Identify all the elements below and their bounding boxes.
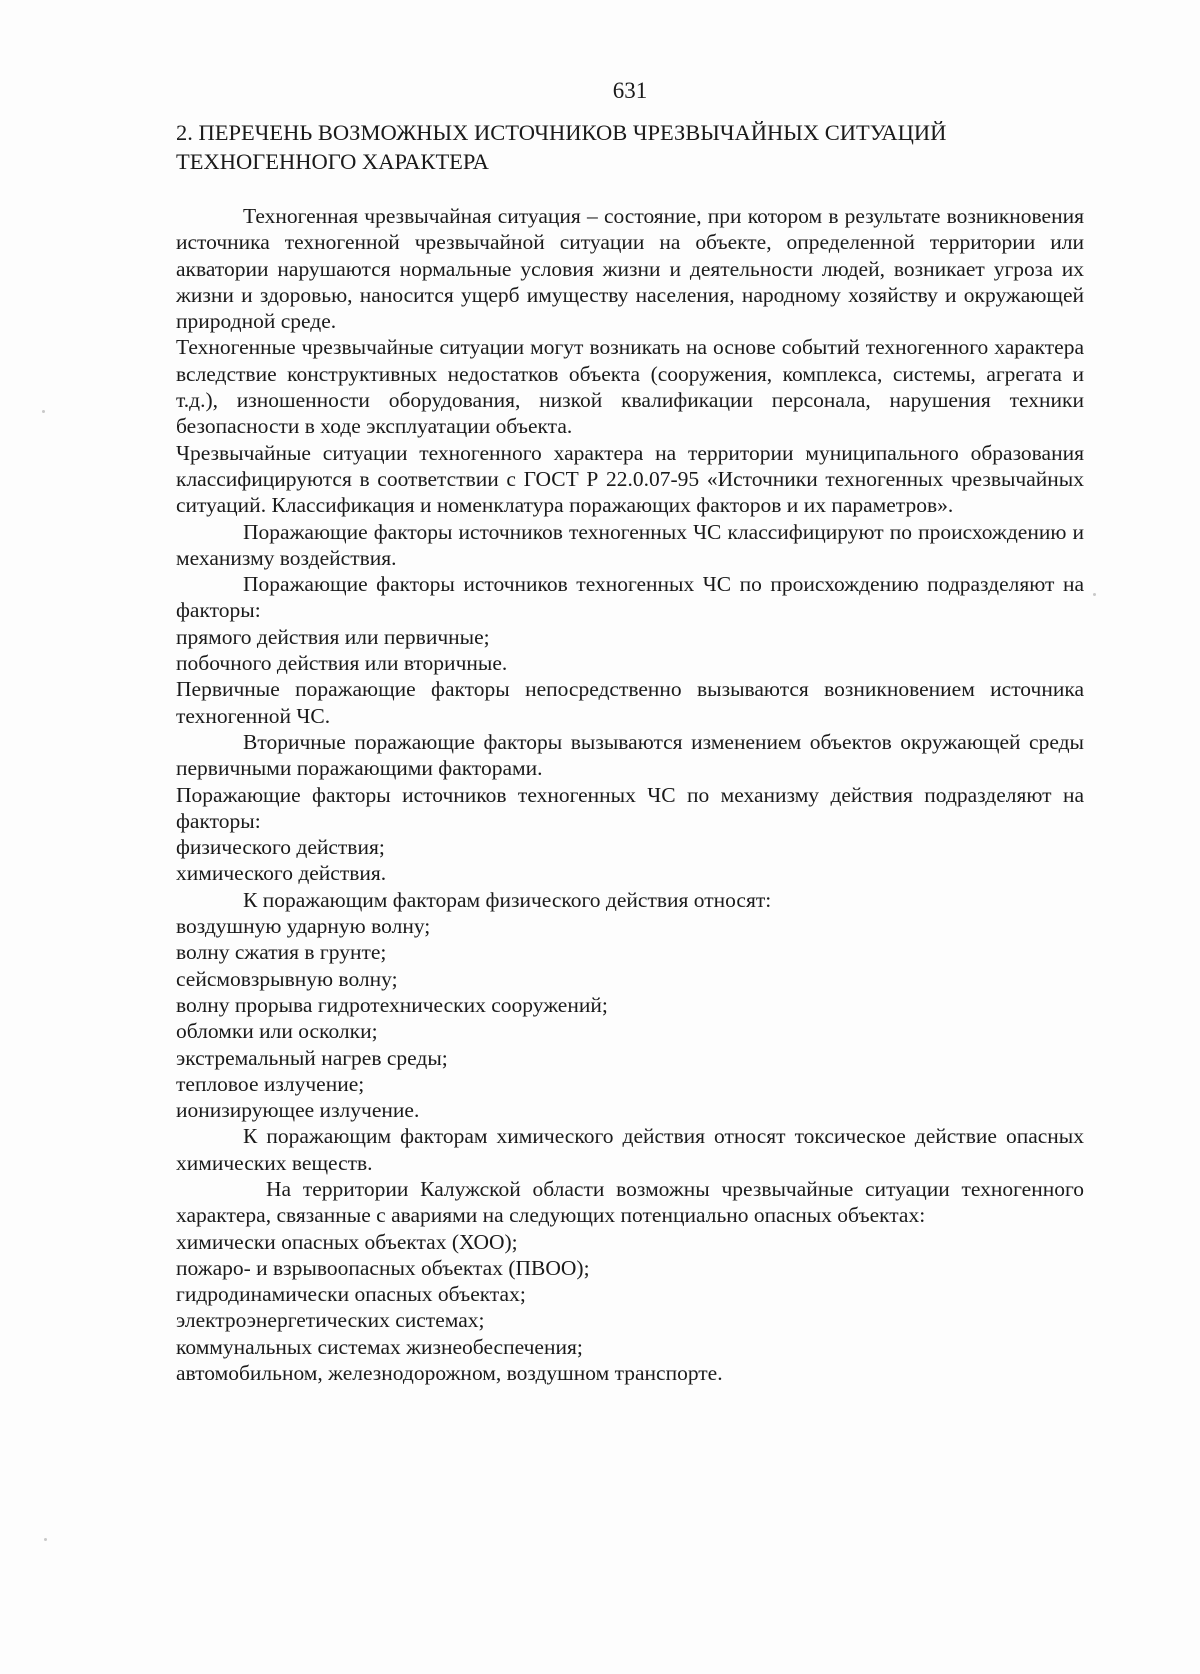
list-item: ионизирующее излучение. (176, 1098, 420, 1123)
list-item: воздушную ударную волну; (176, 914, 431, 939)
scan-speck (44, 1538, 47, 1541)
paragraph-factors-classified: Поражающие факторы источников техногенных ЧС классифицируют по происхождению и механизму воздействия. (176, 519, 1084, 570)
list-item: сейсмовзрывную волну; (176, 966, 398, 991)
document-body (176, 203, 1084, 1386)
list-item: побочного действия или вторичные. (176, 651, 508, 676)
list-item: тепловое излучение; (176, 1071, 365, 1096)
list-item: автомобильном, железнодорожном, воздушном транспорте. (176, 1361, 723, 1386)
paragraph-physical-factors: К поражающим факторам физического действия относят: (243, 887, 772, 912)
page-number: 631 (612, 78, 648, 103)
list-item: электроэнергетических системах; (176, 1308, 485, 1333)
paragraph-primary-factors: Первичные поражающие факторы непосредственно вызываются возникновением источника техногенной ЧС. (176, 677, 1084, 728)
list-item: волну прорыва гидротехнических сооружений; (176, 992, 608, 1017)
list-item: коммунальных системах жизнеобеспечения; (176, 1334, 583, 1359)
section-heading (176, 118, 1116, 176)
section-heading-line-2: ТЕХНОГЕННОГО ХАРАКТЕРА (176, 149, 489, 174)
list-item: экстремальный нагрев среды; (176, 1045, 448, 1070)
paragraph-causes: Техногенные чрезвычайные ситуации могут возникать на основе событий техногенного характера вследствие конструктивных недостатков объекта (сооружения, комплекса, системы, агрегата и т.д.), изношенности оборудования, низкой квалификации персонала, нарушения техники безопасности в ходе эксплуатации объекта. (176, 335, 1084, 439)
scan-speck (42, 410, 45, 413)
paragraph-factors-by-origin: Поражающие факторы источников техногенных ЧС по происхождению подразделяют на факторы: (176, 572, 1084, 623)
scan-speck (1093, 593, 1096, 596)
section-heading-line-1: 2. ПЕРЕЧЕНЬ ВОЗМОЖНЫХ ИСТОЧНИКОВ ЧРЕЗВЫЧАЙНЫХ СИТУАЦИЙ (176, 120, 947, 145)
paragraph-kaluga-objects: На территории Калужской области возможны чрезвычайные ситуации техногенного характера, связанные с авариями на следующих потенциально опасных объектах: (176, 1176, 1084, 1228)
paragraph-secondary-factors: Вторичные поражающие факторы вызываются изменением объектов окружающей среды первичными поражающими факторами. (176, 729, 1084, 781)
list-item: волну сжатия в грунте; (176, 940, 387, 965)
paragraph-factors-by-mechanism: Поражающие факторы источников техногенных ЧС по механизму действия подразделяют на факторы: (176, 782, 1084, 833)
list-item: химически опасных объектах (ХОО); (176, 1229, 518, 1254)
paragraph-chemical-factors: К поражающим факторам химического действия относят токсическое действие опасных химических веществ. (176, 1124, 1084, 1175)
list-item: прямого действия или первичные; (176, 624, 490, 649)
list-item: пожаро- и взрывоопасных объектах (ПВОО); (176, 1255, 590, 1280)
paragraph-classification: Чрезвычайные ситуации техногенного характера на территории муниципального образования классифицируются в соответствии с ГОСТ Р 22.0.07-95 «Источники техногенных чрезвычайных ситуаций. Классификация и номенклатура поражающих факторов и их параметров». (176, 440, 1084, 518)
list-item: химического действия. (176, 861, 387, 886)
list-item: обломки или осколки; (176, 1019, 378, 1044)
list-item: физического действия; (176, 835, 385, 860)
paragraph-definition: Техногенная чрезвычайная ситуация – состояние, при котором в результате возникновения источника техногенной чрезвычайной ситуации на объекте, определенной территории или акватории нарушаются нормальные условия жизни и деятельности людей, возникает угроза их жизни и здоровью, наносится ущерб имуществу населения, народному хозяйству и окружающей природной среде. (176, 204, 1084, 334)
list-item: гидродинамически опасных объектах; (176, 1282, 526, 1307)
